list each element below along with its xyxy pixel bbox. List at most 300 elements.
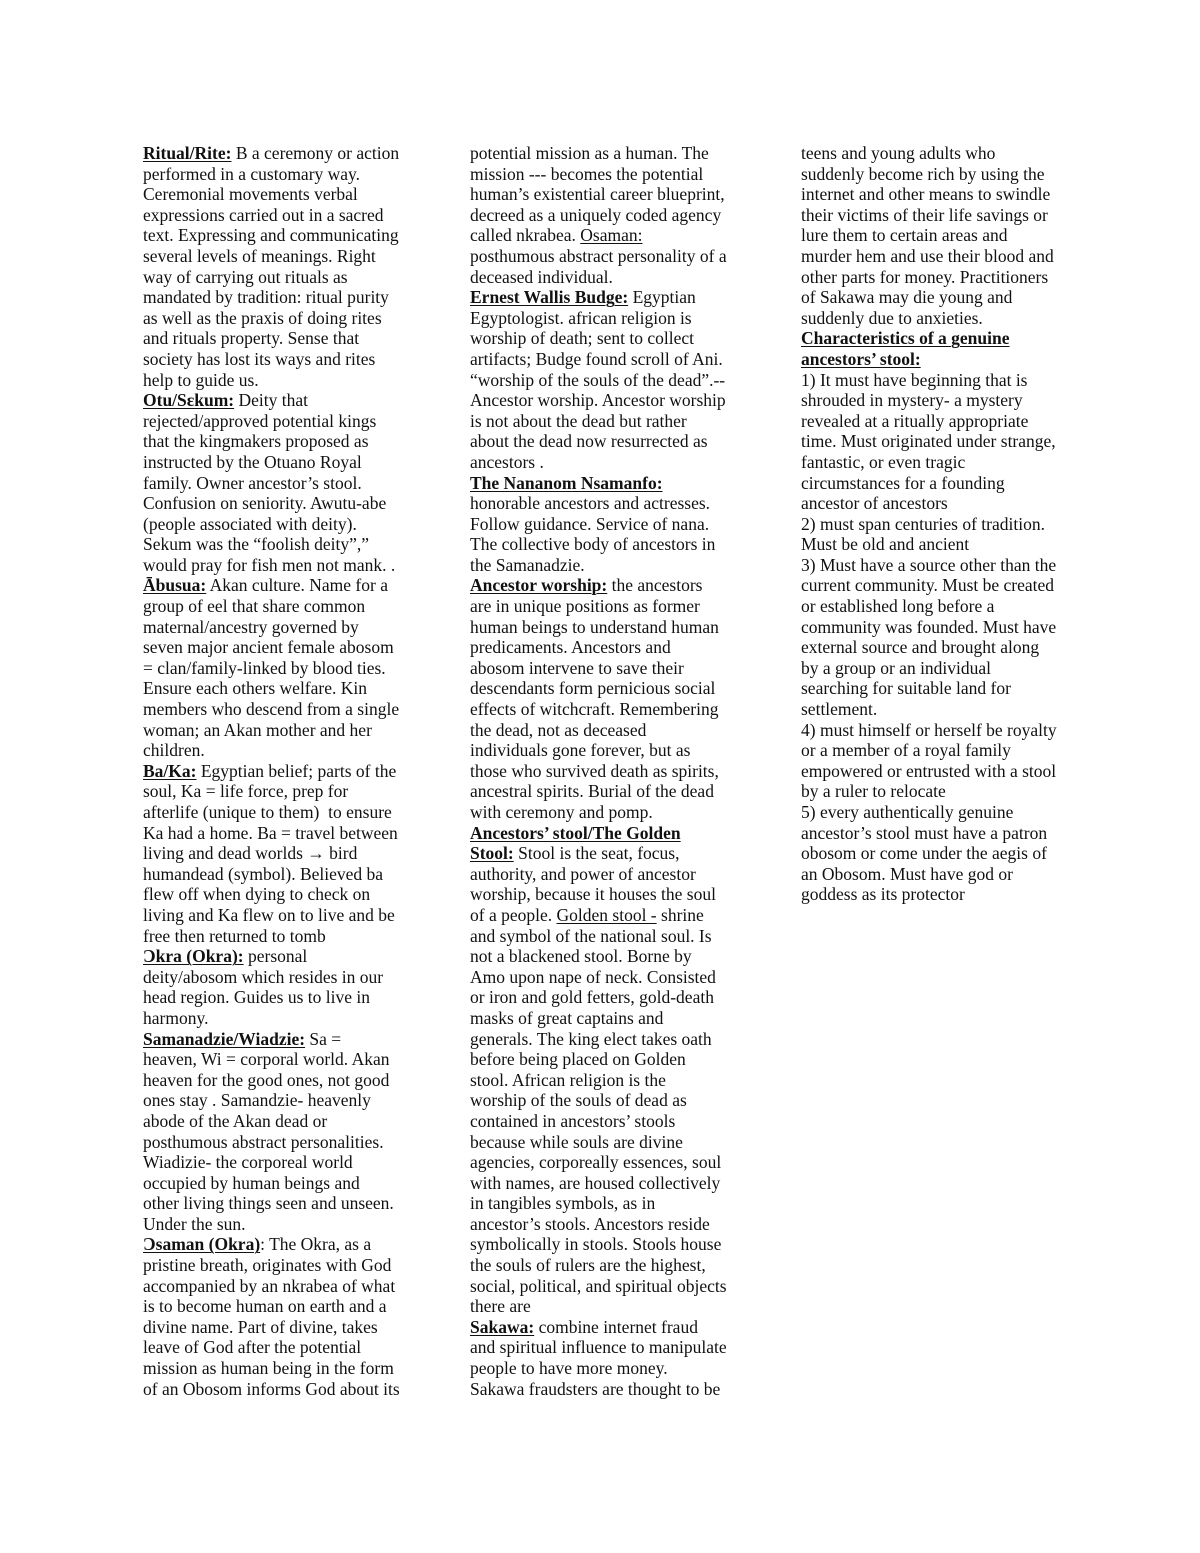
text-line bbox=[143, 987, 443, 1008]
text-line bbox=[801, 761, 1101, 782]
text-run: ancestors . bbox=[470, 451, 544, 472]
underlined-phrase: Osaman: bbox=[580, 225, 643, 246]
text-line bbox=[470, 411, 770, 432]
text-run: divine name. Part of divine, takes bbox=[143, 1316, 378, 1337]
text-line bbox=[470, 328, 770, 349]
text-line bbox=[143, 1379, 443, 1400]
text-line bbox=[801, 555, 1101, 576]
text-line bbox=[801, 884, 1101, 905]
term-heading: Ancestor worship: bbox=[470, 575, 608, 596]
text-line bbox=[143, 205, 443, 226]
text-line bbox=[470, 390, 770, 411]
text-line bbox=[470, 1193, 770, 1214]
text-line bbox=[801, 143, 1101, 164]
text-run: : The Okra, as a bbox=[260, 1234, 372, 1255]
text-line bbox=[143, 967, 443, 988]
text-run: harmony. bbox=[143, 1007, 209, 1028]
text-run: posthumous abstract personalities. bbox=[143, 1131, 384, 1152]
text-run: in tangibles symbols, as in bbox=[470, 1193, 656, 1214]
text-run: by a ruler to relocate bbox=[801, 781, 946, 802]
text-line bbox=[801, 843, 1101, 864]
text-run: heaven for the good ones, not good bbox=[143, 1069, 390, 1090]
text-line bbox=[470, 658, 770, 679]
term-heading: Characteristics of a genuine bbox=[801, 328, 1010, 349]
text-line bbox=[470, 1214, 770, 1235]
text-run: artifacts; Budge found scroll of Ani. bbox=[470, 348, 723, 369]
text-run: goddess as its protector bbox=[801, 884, 965, 905]
text-run: family. Owner ancestor’s stool. bbox=[143, 472, 362, 493]
text-run: Ceremonial movements verbal bbox=[143, 184, 358, 205]
text-line bbox=[470, 1255, 770, 1276]
term-heading: Ba/Ka: bbox=[143, 760, 197, 781]
text-line bbox=[143, 575, 443, 596]
text-run: personal bbox=[243, 946, 308, 967]
text-run: there are bbox=[470, 1296, 531, 1317]
text-line bbox=[470, 164, 770, 185]
text-line bbox=[470, 205, 770, 226]
text-run: “worship of the souls of the dead”.-- bbox=[470, 369, 726, 390]
text-line bbox=[143, 1049, 443, 1070]
text-line bbox=[470, 452, 770, 473]
term-heading: ancestors’ stool: bbox=[801, 348, 921, 369]
text-run: head region. Guides us to live in bbox=[143, 987, 370, 1008]
text-run: those who survived death as spirits, bbox=[470, 760, 719, 781]
term-heading: Samanadzie/Wiadzie: bbox=[143, 1028, 306, 1049]
text-run: community was founded. Must have bbox=[801, 616, 1057, 637]
text-run: or established long before a bbox=[801, 596, 995, 617]
text-run: ancestor’s stool must have a patron bbox=[801, 822, 1048, 843]
text-line bbox=[470, 143, 770, 164]
text-line bbox=[801, 328, 1101, 349]
text-run: combine internet fraud bbox=[534, 1316, 698, 1337]
text-line bbox=[801, 864, 1101, 885]
text-run: individuals gone forever, but as bbox=[470, 740, 691, 761]
text-run: murder hem and use their blood and bbox=[801, 245, 1054, 266]
text-line bbox=[470, 308, 770, 329]
text-run: symbolically in stools. Stools house bbox=[470, 1234, 722, 1255]
text-line bbox=[143, 473, 443, 494]
text-run: would pray for fish men not mank. . bbox=[143, 554, 396, 575]
text-run: before being placed on Golden bbox=[470, 1049, 686, 1070]
text-run: searching for suitable land for bbox=[801, 678, 1011, 699]
text-line bbox=[470, 493, 770, 514]
text-line bbox=[143, 493, 443, 514]
text-line bbox=[470, 720, 770, 741]
text-run: with ceremony and pomp. bbox=[470, 802, 653, 822]
text-run: Ensure each others welfare. Kin bbox=[143, 678, 367, 699]
text-line bbox=[470, 781, 770, 802]
text-run: other living things seen and unseen. bbox=[143, 1193, 394, 1214]
text-run: pristine breath, originates with God bbox=[143, 1255, 392, 1276]
text-run: is not about the dead but rather bbox=[470, 410, 687, 431]
text-run: current community. Must be created bbox=[801, 575, 1055, 596]
text-line bbox=[143, 411, 443, 432]
text-line bbox=[470, 349, 770, 370]
text-line bbox=[470, 740, 770, 761]
text-line bbox=[143, 1276, 443, 1297]
text-line bbox=[470, 823, 770, 844]
text-line bbox=[801, 308, 1101, 329]
text-run: settlement. bbox=[801, 699, 878, 720]
text-run: human beings to understand human bbox=[470, 616, 719, 637]
text-run: empowered or entrusted with a stool bbox=[801, 760, 1057, 781]
text-run: human’s existential career blueprint, bbox=[470, 184, 725, 205]
text-line bbox=[143, 678, 443, 699]
term-heading: Ɔkra (Okra): bbox=[143, 946, 244, 967]
text-run: 3) Must have a source other than the bbox=[801, 554, 1057, 575]
text-line bbox=[143, 864, 443, 885]
text-run: called nkrabea. bbox=[470, 225, 581, 246]
text-line bbox=[801, 473, 1101, 494]
text-line bbox=[801, 411, 1101, 432]
text-run: that the kingmakers proposed as bbox=[143, 431, 369, 452]
text-run: deceased individual. bbox=[470, 266, 613, 287]
text-run: or a member of a royal family bbox=[801, 740, 1011, 761]
text-line bbox=[143, 823, 443, 844]
text-line bbox=[143, 287, 443, 308]
text-line bbox=[143, 514, 443, 535]
text-line bbox=[801, 678, 1101, 699]
text-run: the dead, not as deceased bbox=[470, 719, 647, 740]
text-run: 4) must himself or herself be royalty bbox=[801, 719, 1057, 740]
term-heading: Otu/Sɛkum: bbox=[143, 390, 235, 411]
text-line bbox=[143, 349, 443, 370]
text-run: abosom intervene to save their bbox=[470, 657, 684, 678]
text-run: shrouded in mystery- a mystery bbox=[801, 390, 1023, 411]
text-line bbox=[470, 287, 770, 308]
text-run: of an Obosom informs God about its bbox=[143, 1378, 400, 1399]
text-line bbox=[143, 1132, 443, 1153]
text-line bbox=[801, 617, 1101, 638]
text-line bbox=[801, 637, 1101, 658]
text-line bbox=[470, 1008, 770, 1029]
text-run: and rituals property. Sense that bbox=[143, 328, 360, 349]
text-run: group of eel that share common bbox=[143, 596, 366, 617]
text-run: Confusion on seniority. Awutu-abe bbox=[143, 493, 387, 514]
text-run: performed in a customary way. bbox=[143, 163, 361, 184]
term-heading: Ābusua: bbox=[143, 575, 207, 596]
text-run: effects of witchcraft. Remembering bbox=[470, 699, 719, 720]
text-run: worship of the souls of dead as bbox=[470, 1090, 687, 1111]
text-run: circumstances for a founding bbox=[801, 472, 1005, 493]
text-line bbox=[801, 452, 1101, 473]
text-run: because while souls are divine bbox=[470, 1131, 683, 1152]
text-run: The collective body of ancestors in bbox=[470, 534, 716, 555]
text-line bbox=[470, 575, 770, 596]
text-line bbox=[143, 884, 443, 905]
text-line bbox=[143, 720, 443, 741]
text-line bbox=[470, 761, 770, 782]
text-line bbox=[801, 740, 1101, 761]
text-run: an Obosom. Must have god or bbox=[801, 863, 1013, 884]
text-run: Follow guidance. Service of nana. bbox=[470, 513, 710, 534]
text-line bbox=[470, 905, 770, 926]
text-line bbox=[470, 987, 770, 1008]
text-run: time. Must originated under strange, bbox=[801, 431, 1056, 452]
text-line bbox=[143, 555, 443, 576]
text-line bbox=[801, 658, 1101, 679]
text-run: potential mission as a human. The bbox=[470, 143, 709, 163]
text-run: 5) every authentically genuine bbox=[801, 802, 1014, 822]
term-heading: Sakawa: bbox=[470, 1316, 535, 1337]
text-line bbox=[143, 617, 443, 638]
text-line bbox=[801, 370, 1101, 391]
text-line bbox=[470, 699, 770, 720]
text-line bbox=[143, 926, 443, 947]
text-line bbox=[801, 184, 1101, 205]
text-line bbox=[801, 267, 1101, 288]
text-line bbox=[143, 781, 443, 802]
text-run: Akan culture. Name for a bbox=[206, 575, 388, 596]
text-line bbox=[801, 720, 1101, 741]
text-line bbox=[143, 946, 443, 967]
term-heading: Stool: bbox=[470, 843, 514, 864]
text-line bbox=[470, 884, 770, 905]
text-run: deity/abosom which resides in our bbox=[143, 966, 384, 987]
text-run: afterlife (unique to them) to ensure bbox=[143, 802, 392, 822]
text-run: Egyptian bbox=[628, 287, 696, 308]
text-run: revealed at a ritually appropriate bbox=[801, 410, 1029, 431]
text-line bbox=[143, 596, 443, 617]
text-line bbox=[470, 967, 770, 988]
text-run: shrine bbox=[656, 904, 704, 925]
text-run: living and dead worlds → bird bbox=[143, 843, 358, 864]
text-run: Deity that bbox=[234, 390, 308, 411]
text-line bbox=[470, 555, 770, 576]
text-line bbox=[470, 1379, 770, 1400]
text-line bbox=[801, 205, 1101, 226]
text-line bbox=[801, 164, 1101, 185]
term-heading: Ancestors’ stool/The Golden bbox=[470, 822, 681, 843]
text-line bbox=[143, 1008, 443, 1029]
text-line bbox=[143, 637, 443, 658]
text-run: accompanied by an nkrabea of what bbox=[143, 1275, 396, 1296]
text-run: mission --- becomes the potential bbox=[470, 163, 704, 184]
text-run: of a people. bbox=[470, 904, 557, 925]
text-run: = clan/family-linked by blood ties. bbox=[143, 657, 386, 678]
text-line bbox=[143, 225, 443, 246]
text-run: stool. African religion is the bbox=[470, 1069, 666, 1090]
text-line bbox=[143, 143, 443, 164]
text-run: members who descend from a single bbox=[143, 699, 400, 720]
text-line bbox=[470, 1132, 770, 1153]
text-line bbox=[470, 246, 770, 267]
text-run: several levels of meanings. Right bbox=[143, 245, 376, 266]
text-run: suddenly due to anxieties. bbox=[801, 307, 983, 328]
text-run: or iron and gold fetters, gold-death bbox=[470, 987, 714, 1008]
text-line bbox=[801, 349, 1101, 370]
text-line bbox=[801, 390, 1101, 411]
text-run: decreed as a uniquely coded agency bbox=[470, 204, 722, 225]
text-run: authority, and power of ancestor bbox=[470, 863, 696, 884]
text-run: not a blackened stool. Borne by bbox=[470, 946, 692, 967]
text-line bbox=[143, 1029, 443, 1050]
text-run: B a ceremony or action bbox=[231, 143, 400, 163]
text-line bbox=[143, 267, 443, 288]
text-line bbox=[470, 1358, 770, 1379]
text-line bbox=[143, 390, 443, 411]
text-run: external source and brought along bbox=[801, 637, 1040, 658]
text-line bbox=[143, 431, 443, 452]
text-line bbox=[143, 164, 443, 185]
text-run: flew off when dying to check on bbox=[143, 884, 371, 905]
text-run: woman; an Akan mother and her bbox=[143, 719, 372, 740]
text-run: social, political, and spiritual objects bbox=[470, 1275, 727, 1296]
text-run: Sakawa fraudsters are thought to be bbox=[470, 1378, 721, 1399]
text-line bbox=[143, 184, 443, 205]
text-run: lure them to certain areas and bbox=[801, 225, 1008, 246]
text-line bbox=[470, 1173, 770, 1194]
text-line bbox=[470, 267, 770, 288]
text-line bbox=[470, 596, 770, 617]
text-line bbox=[801, 823, 1101, 844]
text-line bbox=[143, 246, 443, 267]
text-line bbox=[470, 1337, 770, 1358]
text-run: teens and young adults who bbox=[801, 143, 996, 163]
text-line bbox=[143, 370, 443, 391]
text-line bbox=[470, 864, 770, 885]
text-run: ancestral spirits. Burial of the dead bbox=[470, 781, 714, 802]
term-heading: The Nananom Nsamanfo: bbox=[470, 472, 663, 493]
text-line bbox=[143, 1193, 443, 1214]
text-line bbox=[470, 1296, 770, 1317]
text-line bbox=[801, 493, 1101, 514]
text-run: Ancestor worship. Ancestor worship bbox=[470, 390, 726, 411]
text-line bbox=[143, 905, 443, 926]
text-run: Stool is the seat, focus, bbox=[513, 843, 680, 864]
text-column-left bbox=[143, 143, 443, 1399]
text-run: ancestor’s stools. Ancestors reside bbox=[470, 1213, 710, 1234]
term-heading: Ernest Wallis Budge: bbox=[470, 287, 629, 308]
text-line bbox=[470, 1317, 770, 1338]
text-line bbox=[143, 1234, 443, 1255]
text-line bbox=[470, 1276, 770, 1297]
text-run: the ancestors bbox=[607, 575, 703, 596]
text-run: Ka had a home. Ba = travel between bbox=[143, 822, 398, 843]
text-line bbox=[143, 1255, 443, 1276]
text-line bbox=[801, 287, 1101, 308]
text-run: maternal/ancestry governed by bbox=[143, 616, 359, 637]
text-line bbox=[143, 1317, 443, 1338]
text-run: their victims of their life savings or bbox=[801, 204, 1048, 225]
text-line bbox=[470, 1152, 770, 1173]
text-run: Must be old and ancient bbox=[801, 534, 970, 555]
text-run: internet and other means to swindle bbox=[801, 184, 1051, 205]
text-run: free then returned to tomb bbox=[143, 925, 326, 946]
text-line bbox=[470, 637, 770, 658]
text-line bbox=[470, 534, 770, 555]
text-run: the Samanadzie. bbox=[470, 554, 585, 575]
text-run: leave of God after the potential bbox=[143, 1337, 362, 1358]
text-run: text. Expressing and communicating bbox=[143, 225, 399, 246]
text-run: Egyptologist. african religion is bbox=[470, 307, 692, 328]
text-line bbox=[143, 740, 443, 761]
text-line bbox=[470, 225, 770, 246]
text-line bbox=[801, 596, 1101, 617]
term-heading: Ritual/Rite: bbox=[143, 143, 232, 163]
text-run: by a group or an individual bbox=[801, 657, 992, 678]
text-line bbox=[470, 1049, 770, 1070]
text-run: obosom or come under the aegis of bbox=[801, 843, 1047, 864]
text-line bbox=[801, 699, 1101, 720]
text-run: abode of the Akan dead or bbox=[143, 1110, 328, 1131]
text-line bbox=[801, 431, 1101, 452]
text-line bbox=[143, 1173, 443, 1194]
text-line bbox=[470, 946, 770, 967]
text-run: 1) It must have beginning that is bbox=[801, 369, 1028, 390]
text-line bbox=[143, 843, 443, 864]
text-line bbox=[470, 926, 770, 947]
text-line bbox=[801, 802, 1101, 823]
text-run: with names, are housed collectively bbox=[470, 1172, 721, 1193]
text-run: ones stay . Samandzie- heavenly bbox=[143, 1090, 371, 1111]
text-run: mandated by tradition: ritual purity bbox=[143, 287, 389, 308]
text-line bbox=[470, 843, 770, 864]
text-line bbox=[470, 431, 770, 452]
text-run: people to have more money. bbox=[470, 1358, 668, 1379]
text-line bbox=[470, 1090, 770, 1111]
text-run: is to become human on earth and a bbox=[143, 1296, 387, 1317]
text-run: worship of death; sent to collect bbox=[470, 328, 695, 349]
text-line bbox=[470, 802, 770, 823]
text-run: heaven, Wi = corporal world. Akan bbox=[143, 1049, 390, 1070]
text-line bbox=[143, 1090, 443, 1111]
text-run: and symbol of the national soul. Is bbox=[470, 925, 712, 946]
text-run: help to guide us. bbox=[143, 369, 259, 390]
text-run: honorable ancestors and actresses. bbox=[470, 493, 711, 514]
text-run: ancestor of ancestors bbox=[801, 493, 948, 514]
text-line bbox=[143, 534, 443, 555]
text-run: posthumous abstract personality of a bbox=[470, 245, 727, 266]
text-run: Amo upon nape of neck. Consisted bbox=[470, 966, 716, 987]
text-line bbox=[143, 328, 443, 349]
text-run: living and Ka flew on to live and be bbox=[143, 904, 395, 925]
text-line bbox=[143, 802, 443, 823]
text-line bbox=[801, 781, 1101, 802]
text-line bbox=[801, 225, 1101, 246]
text-run: 2) must span centuries of tradition. bbox=[801, 513, 1045, 534]
text-column-middle bbox=[470, 143, 770, 1399]
text-line bbox=[801, 534, 1101, 555]
text-line bbox=[801, 575, 1101, 596]
text-line bbox=[143, 1337, 443, 1358]
text-run: descendants form pernicious social bbox=[470, 678, 716, 699]
text-line bbox=[470, 678, 770, 699]
text-run: of Sakawa may die young and bbox=[801, 287, 1013, 308]
text-line bbox=[470, 1111, 770, 1132]
text-line bbox=[143, 1214, 443, 1235]
text-line bbox=[470, 1234, 770, 1255]
text-column-right bbox=[801, 143, 1101, 905]
text-line bbox=[143, 452, 443, 473]
text-line bbox=[143, 1152, 443, 1173]
text-run: occupied by human beings and bbox=[143, 1172, 360, 1193]
text-run: Wiadizie- the corporeal world bbox=[143, 1152, 353, 1173]
text-run: society has lost its ways and rites bbox=[143, 348, 376, 369]
text-line bbox=[470, 1070, 770, 1091]
text-run: way of carrying out rituals as bbox=[143, 266, 348, 287]
text-line bbox=[470, 184, 770, 205]
text-run: contained in ancestors’ stools bbox=[470, 1110, 676, 1131]
text-run: masks of great captains and bbox=[470, 1007, 664, 1028]
text-run: the souls of rulers are the highest, bbox=[470, 1255, 706, 1276]
text-run: Sekum was the “foolish deity”,” bbox=[143, 534, 369, 555]
text-run: suddenly become rich by using the bbox=[801, 163, 1045, 184]
text-line bbox=[143, 1111, 443, 1132]
text-run: predicaments. Ancestors and bbox=[470, 637, 671, 658]
text-run: generals. The king elect takes oath bbox=[470, 1028, 712, 1049]
text-run: humandead (symbol). Believed ba bbox=[143, 863, 384, 884]
